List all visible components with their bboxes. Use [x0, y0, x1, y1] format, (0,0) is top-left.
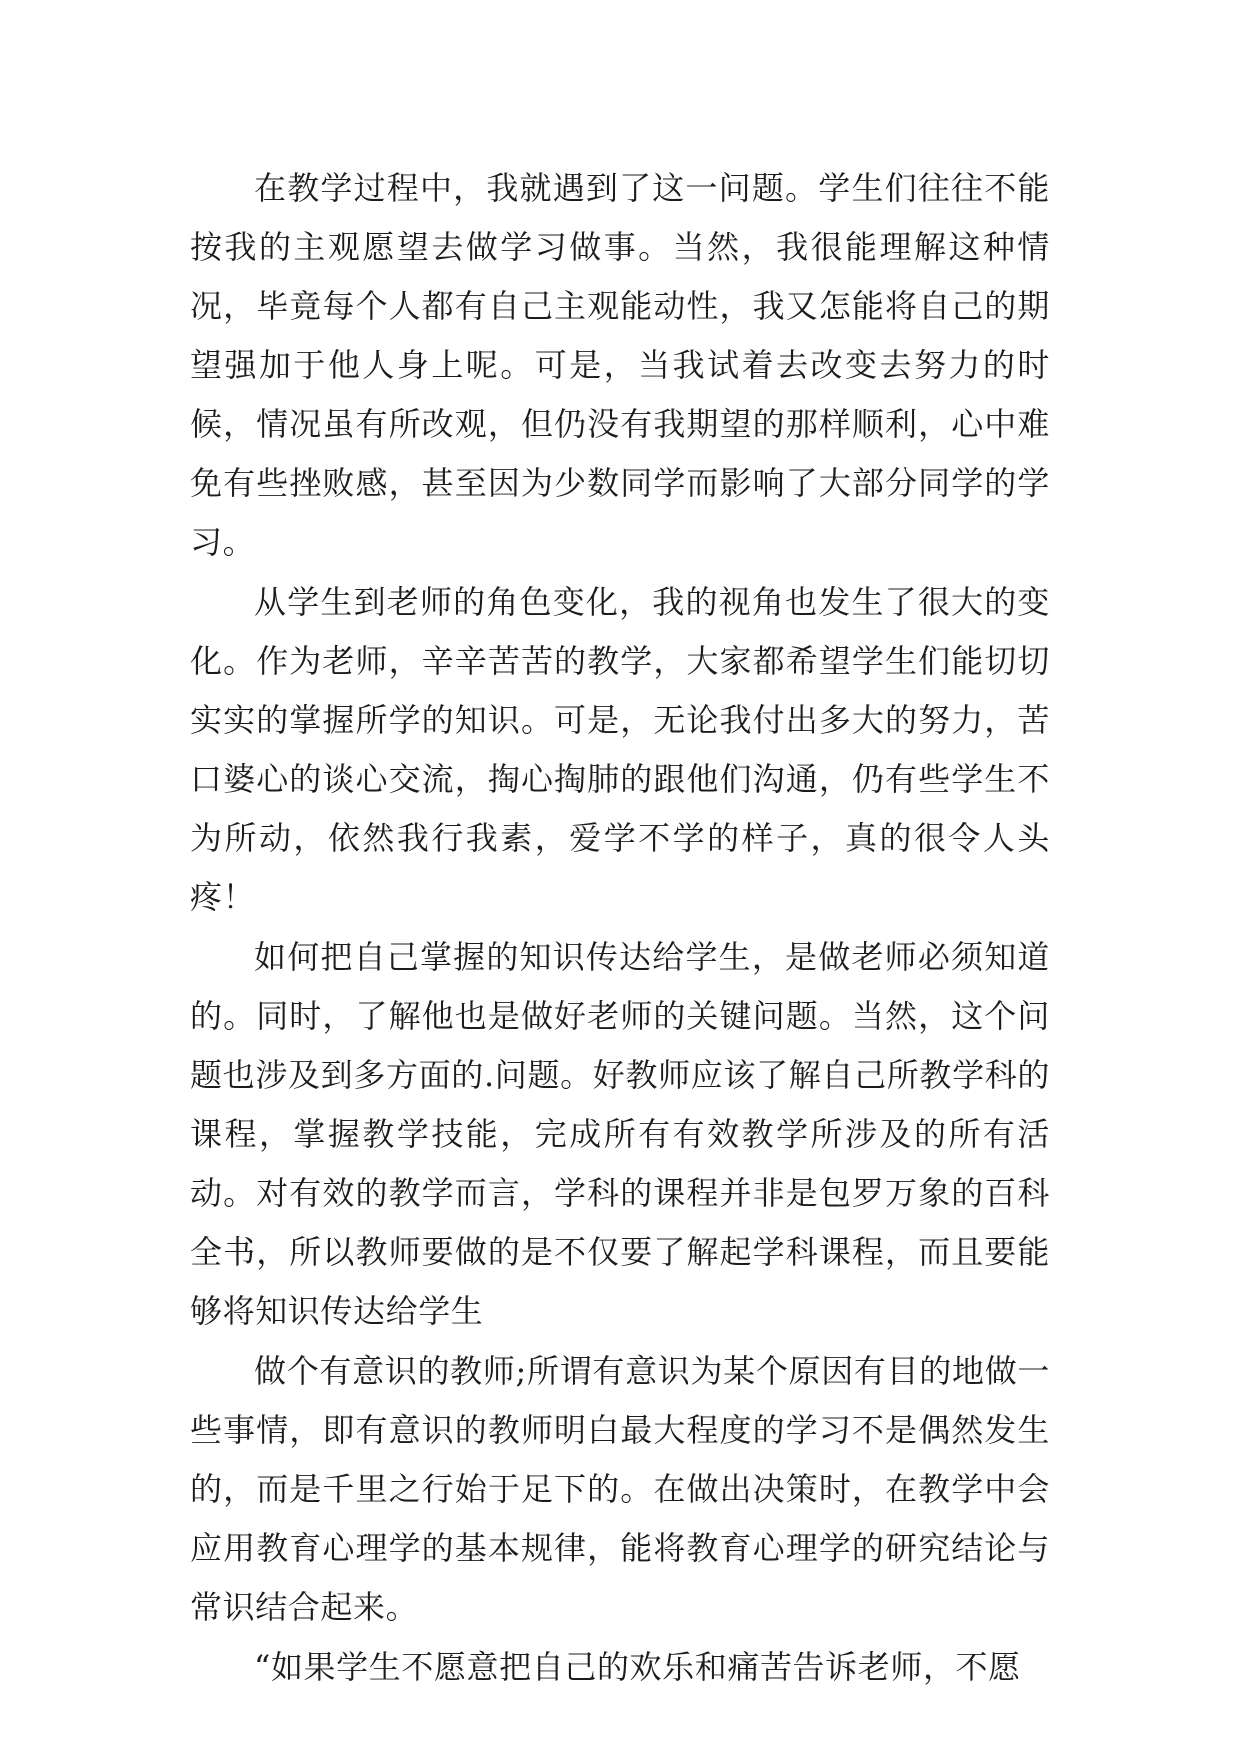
paragraph-5: “如果学生不愿意把自己的欢乐和痛苦告诉老师，不愿 — [254, 1648, 1021, 1686]
paragraph-3: 如何把自己掌握的知识传达给学生，是做老师必须知道的。同时，了解他也是做好老师的关键问题。当然，这个问题也涉及到多方面的.问题。好教师应该了解自己所教学科的课程，掌握教学技能，完成所有有效教学所涉及的所有活动。对有效的教学而言，学科的课程并非是包罗万象的百科全书，所以教师要做的是不仅要了解起学科课程，而且要能够将知识传达给学生 — [190, 938, 1050, 1330]
paragraph-4: 做个有意识的教师;所谓有意识为某个原因有目的地做一些事情，即有意识的教师明白最大程度的学习不是偶然发生的，而是千里之行始于足下的。在做出决策时，在教学中会应用教育心理学的基本规律，能将教育心理学的研究结论与常识结合起来。 — [190, 1352, 1050, 1626]
paragraph-2: 从学生到老师的角色变化，我的视角也发生了很大的变化。作为老师，辛辛苦苦的教学，大家都希望学生们能切切实实的掌握所学的知识。可是，无论我付出多大的努力，苦口婆心的谈心交流，掏心掏肺的跟他们沟通，仍有些学生不为所动，依然我行我素，爱学不学的样子，真的很令人头疼！ — [190, 583, 1050, 916]
document-body — [190, 159, 1050, 1697]
paragraph-1: 在教学过程中，我就遇到了这一问题。学生们往往不能按我的主观愿望去做学习做事。当然，我很能理解这种情况，毕竟每个人都有自己主观能动性，我又怎能将自己的期望强加于他人身上呢。可是，当我试着去改变去努力的时候，情况虽有所改观，但仍没有我期望的那样顺利，心中难免有些挫败感，甚至因为少数同学而影响了大部分同学的学习。 — [190, 169, 1050, 561]
